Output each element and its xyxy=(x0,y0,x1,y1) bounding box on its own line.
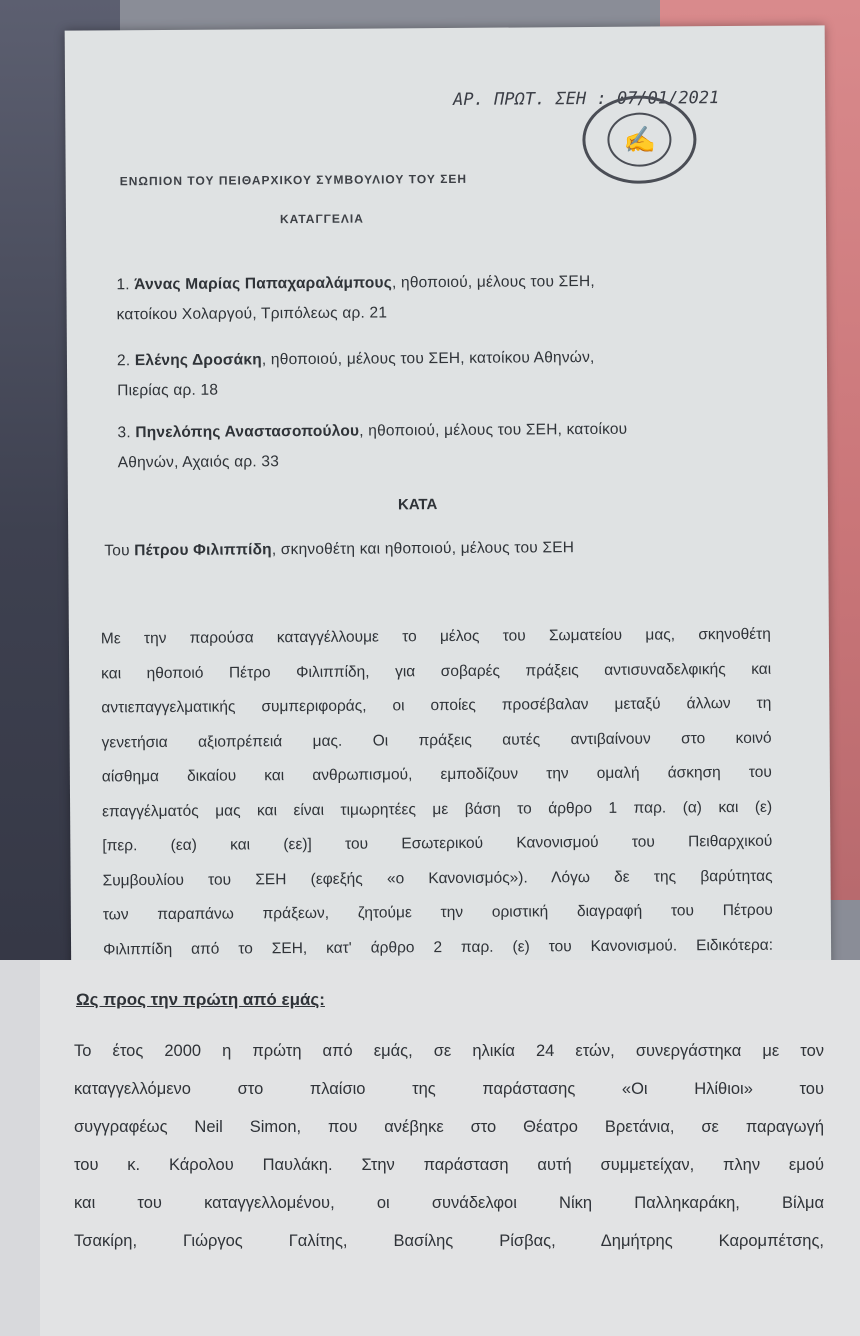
respondent-name: Πέτρου Φιλιππίδη xyxy=(134,541,272,560)
union-stamp xyxy=(582,95,697,184)
respondent-line xyxy=(104,539,574,560)
complainant-2-details: , ηθοποιού, μέλους του ΣΕΗ, κατοίκου Αθηνών, xyxy=(261,348,595,369)
complainant-3-number: 3. xyxy=(117,424,131,442)
protocol-value: 07/01/2021 xyxy=(616,88,720,109)
respondent-details: , σκηνοθέτη και ηθοποιού, μέλους του ΣΕΗ xyxy=(271,539,575,559)
complainant-3-line1 xyxy=(117,421,627,443)
protocol-number xyxy=(453,88,719,110)
paragraph-line: Το έτος 2000 η πρώτη από εμάς, σε ηλικία 24 ετών, συνεργάστηκα με τον xyxy=(74,1042,824,1060)
paragraph-line: αντιεπαγγελματικής συμπεριφοράς, οι οποίες προσέβαλαν μεταξύ άλλων τη xyxy=(101,694,772,717)
complainant-2-line1 xyxy=(117,349,595,370)
paragraph-line: συγγραφέως Neil Simon, που ανέβηκε στο Θέατρο Βρετάνια, σε παραγωγή xyxy=(74,1118,824,1136)
complainant-2-name: Ελένης Δροσάκη xyxy=(134,351,262,370)
document-page-continuation xyxy=(40,960,860,1336)
complainant-1-details: , ηθοποιού, μέλους του ΣΕΗ, xyxy=(391,272,595,292)
complainant-1-name: Άννας Μαρίας Παπαχαραλάμπους xyxy=(134,274,393,294)
stamp-emblem-icon: ✍ xyxy=(623,124,656,155)
complaint-paragraph xyxy=(100,625,774,958)
paragraph-line: Με την παρούσα καταγγέλλουμε το μέλος του Σωματείου μας, σκηνοθέτη xyxy=(100,625,771,648)
paragraph-line: Φιλιππίδη από το ΣΕΗ, κατ' άρθρο 2 παρ. (ε) του Κανονισμού. Ειδικότερα: xyxy=(103,936,774,958)
complainant-3-details: , ηθοποιού, μέλους του ΣΕΗ, κατοίκου xyxy=(359,420,628,440)
complainant-2-number: 2. xyxy=(116,352,131,370)
protocol-label: ΑΡ. ΠΡΩΤ. ΣΕΗ : xyxy=(453,88,607,110)
paragraph-line: επαγγέλματός μας και είναι τιμωρητέες με βάση το άρθρο 1 παρ. (α) και (ε) xyxy=(102,798,773,820)
document-title: ΚΑΤΑΓΓΕΛΙΑ xyxy=(279,211,364,227)
paragraph-line: καταγγελλόμενο στο πλαίσιο της παράστασης «Οι Ηλίθιοι» του xyxy=(74,1080,824,1098)
paragraph-line: αίσθημα δικαίου και ανθρωπισμού, εμποδίζουν την ομαλή άσκηση του xyxy=(101,763,772,786)
complainant-3-name: Πηνελόπης Αναστασοπούλου xyxy=(135,422,360,442)
paragraph-line: και ηθοποιό Πέτρο Φιλιππίδη, για σοβαρές πράξεις αντισυναδελφικής και xyxy=(101,660,772,682)
paragraph-line: [περ. (εα) και (εε)] του Εσωτερικού Κανονισμού του Πειθαρχικού xyxy=(102,832,773,855)
complainant-1-address: κατοίκου Χολαργού, Τριπόλεως αρ. 21 xyxy=(116,304,388,324)
paragraph-line: των παραπάνω πράξεων, ζητούμε την οριστική διαγραφή του Πέτρου xyxy=(102,901,773,924)
complainant-1-line1 xyxy=(116,273,595,294)
paragraph-line: Συμβουλίου του ΣΕΗ (εφεξής «ο Κανονισμός»). Λόγω δε της βαρύτητας xyxy=(102,867,773,889)
paragraph-line: του κ. Κάρολου Παυλάκη. Στην παράσταση αυτή συμμετείχαν, πλην εμού xyxy=(74,1156,824,1174)
respondent-prefix: Του xyxy=(104,542,135,560)
paragraph-line: γενετήσια αξιοπρέπειά μας. Οι πράξεις αυτές αντιβαίνουν στο κοινό xyxy=(101,729,772,751)
complainant-2-address: Πιερίας αρ. 18 xyxy=(117,381,219,400)
complainant-1-number: 1. xyxy=(116,276,130,294)
stamp-inner-circle xyxy=(607,112,671,166)
paragraph-line: Τσακίρη, Γιώργος Γαλίτης, Βασίλης Ρίσβας, Δημήτρης Καρομπέτσης, xyxy=(74,1232,824,1250)
document-page-top xyxy=(65,25,832,990)
section-heading-first-complainant: Ως προς την πρώτη από εμάς: xyxy=(76,990,325,1009)
document-addressee: ΕΝΩΠΙΟΝ ΤΟΥ ΠΕΙΘΑΡΧΙΚΟΥ ΣΥΜΒΟΥΛΙΟΥ ΤΟΥ ΣΕΗ xyxy=(119,171,468,189)
complainant-3-address: Αθηνών, Αχαιός αρ. 33 xyxy=(117,453,280,472)
against-heading: ΚΑΤΑ xyxy=(397,496,438,514)
paragraph-line: και του καταγγελλομένου, οι συνάδελφοι Νίκη Παλληκαράκη, Βίλμα xyxy=(74,1194,824,1212)
